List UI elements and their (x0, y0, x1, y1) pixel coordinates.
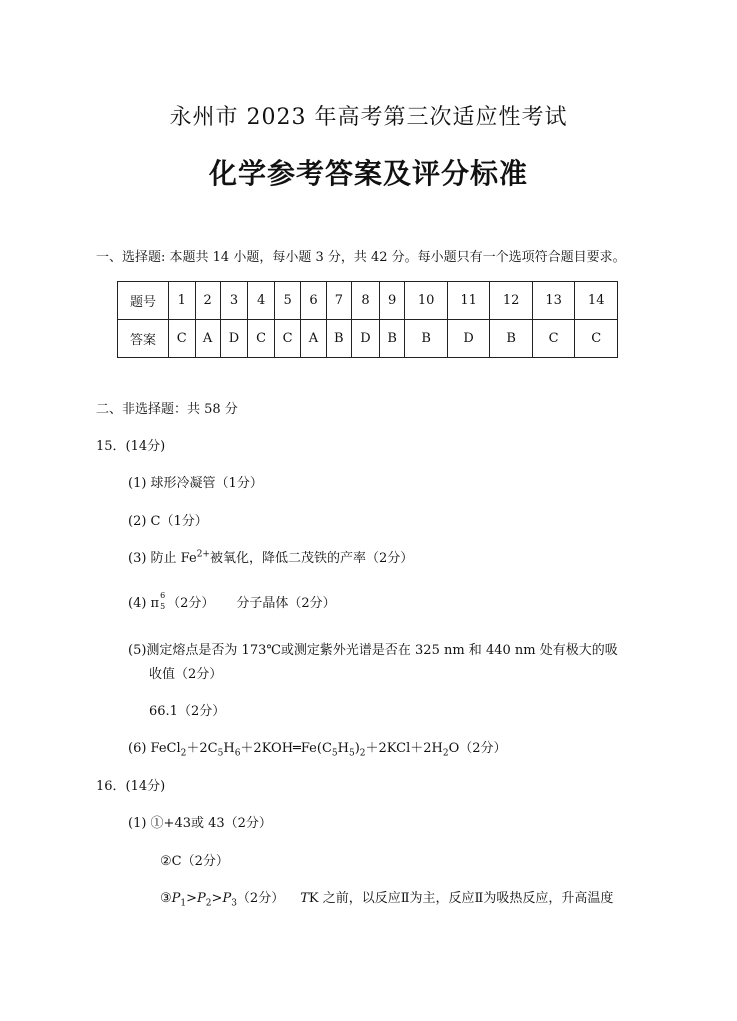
subject-title: 化学参考答案及评分标准 (208, 157, 528, 190)
answer-cell: B (490, 320, 533, 358)
eq-sub: 5 (348, 748, 355, 759)
circled-3: ③ (160, 891, 172, 906)
question-number-cell: 3 (220, 282, 248, 320)
answer-cell: C (575, 320, 618, 358)
q16-answer-3 (160, 887, 613, 909)
q15-header: 15．(14分) (96, 439, 166, 454)
row-label-answer: 答案 (118, 320, 169, 358)
pi-subscript: 5 (160, 601, 166, 611)
q15-a3-pre: (3) 防止 Fe (128, 551, 197, 566)
eq-sub: 5 (331, 748, 338, 759)
q15-answer-3 (128, 547, 413, 566)
eq-sub: 6 (234, 748, 241, 759)
eq-part: (6) FeCl (128, 741, 181, 756)
pressure-symbol: P (171, 891, 181, 906)
answer-row (118, 320, 618, 358)
temperature-symbol: T (300, 891, 309, 906)
question-number-row (118, 282, 618, 320)
row-label-question: 题号 (118, 282, 169, 320)
eq-sub: 2 (180, 748, 187, 759)
question-number-cell: 4 (248, 282, 275, 320)
eq-sub: 2 (359, 748, 366, 759)
q15-a4-pre: (4) π (128, 596, 160, 611)
eq-sub: 2 (442, 748, 449, 759)
q16-answer-1: (1) ①+43或 43（2分） (128, 816, 272, 831)
question-number-cell: 13 (532, 282, 575, 320)
q16-answer-2: ②C（2分） (160, 854, 229, 869)
q15-answer-5-line2: 收值（2分） (149, 667, 223, 682)
pi-indices (159, 590, 167, 611)
answer-cell: C (532, 320, 575, 358)
question-number-cell: 12 (490, 282, 533, 320)
eq-part: H (223, 741, 235, 756)
q15-answer-5-value: 66.1（2分） (149, 704, 226, 719)
answer-cell: B (405, 320, 448, 358)
pressure-sub: 3 (231, 898, 237, 909)
answer-cell: D (447, 320, 490, 358)
q15-answer-1: (1) 球形冷凝管（1分） (128, 476, 263, 491)
exam-title: 永州市 2023 年高考第三次适应性考试 (169, 105, 568, 130)
eq-part: ＋2KCl＋2H (365, 741, 443, 756)
answer-cell: A (195, 320, 220, 358)
q15-a4-mid: （2分） (167, 596, 215, 611)
q15-answer-6-equation (128, 737, 507, 759)
q15-a4-post: 分子晶体（2分） (236, 596, 336, 611)
question-number-cell: 8 (352, 282, 380, 320)
eq-part: O（2分） (448, 741, 507, 756)
gt-sign: > (186, 891, 198, 906)
q15-answer-5-line1: (5)测定熔点是否为 173℃或测定紫外光谱是否在 325 nm 和 440 nm 处有极大的吸 (128, 643, 618, 658)
pi-superscript: 6 (160, 590, 166, 600)
question-number-cell: 11 (447, 282, 490, 320)
question-number-cell: 2 (195, 282, 220, 320)
pressure-sub: 2 (205, 898, 212, 909)
answer-cell: B (379, 320, 405, 358)
q16-a3-explanation: K 之前，以反应Ⅱ为主，反应Ⅱ为吸热反应，升高温度 (308, 891, 614, 906)
section2-heading: 二、非选择题：共 58 分 (96, 402, 238, 417)
q15-a3-sup: 2+ (196, 549, 210, 560)
answer-cell: C (248, 320, 275, 358)
question-number-cell: 9 (379, 282, 405, 320)
question-number-cell: 7 (326, 282, 352, 320)
answer-table (117, 281, 618, 358)
answer-cell: A (301, 320, 326, 358)
eq-sub: 5 (217, 748, 224, 759)
question-number-cell: 1 (169, 282, 196, 320)
gt-sign: > (211, 891, 223, 906)
section1-heading: 一、选择题: 本题共 14 小题，每小题 3 分，共 42 分。每小题只有一个选项符合题目要求。 (96, 250, 626, 265)
question-number-cell: 14 (575, 282, 618, 320)
answer-cell: B (326, 320, 352, 358)
pressure-symbol: P (197, 891, 206, 906)
question-number-cell: 5 (274, 282, 301, 320)
score: （2分） (236, 891, 285, 906)
answer-cell: C (274, 320, 301, 358)
eq-part: ＋2KOH═Fe(C (240, 741, 332, 756)
pressure-symbol: P (222, 891, 232, 906)
eq-part: ) (354, 741, 360, 756)
q15-a3-post: 被氧化，降低二茂铁的产率（2分） (209, 551, 414, 566)
answer-cell: D (352, 320, 380, 358)
answer-cell: D (220, 320, 248, 358)
eq-part: H (337, 741, 349, 756)
eq-part: ＋2C (186, 741, 218, 756)
q15-answer-4 (128, 592, 336, 611)
q15-answer-2: (2) C（1分） (128, 514, 208, 529)
answer-cell: C (169, 320, 196, 358)
pressure-sub: 1 (180, 898, 187, 909)
question-number-cell: 6 (301, 282, 326, 320)
q16-header: 16．(14分) (96, 779, 166, 794)
question-number-cell: 10 (405, 282, 448, 320)
